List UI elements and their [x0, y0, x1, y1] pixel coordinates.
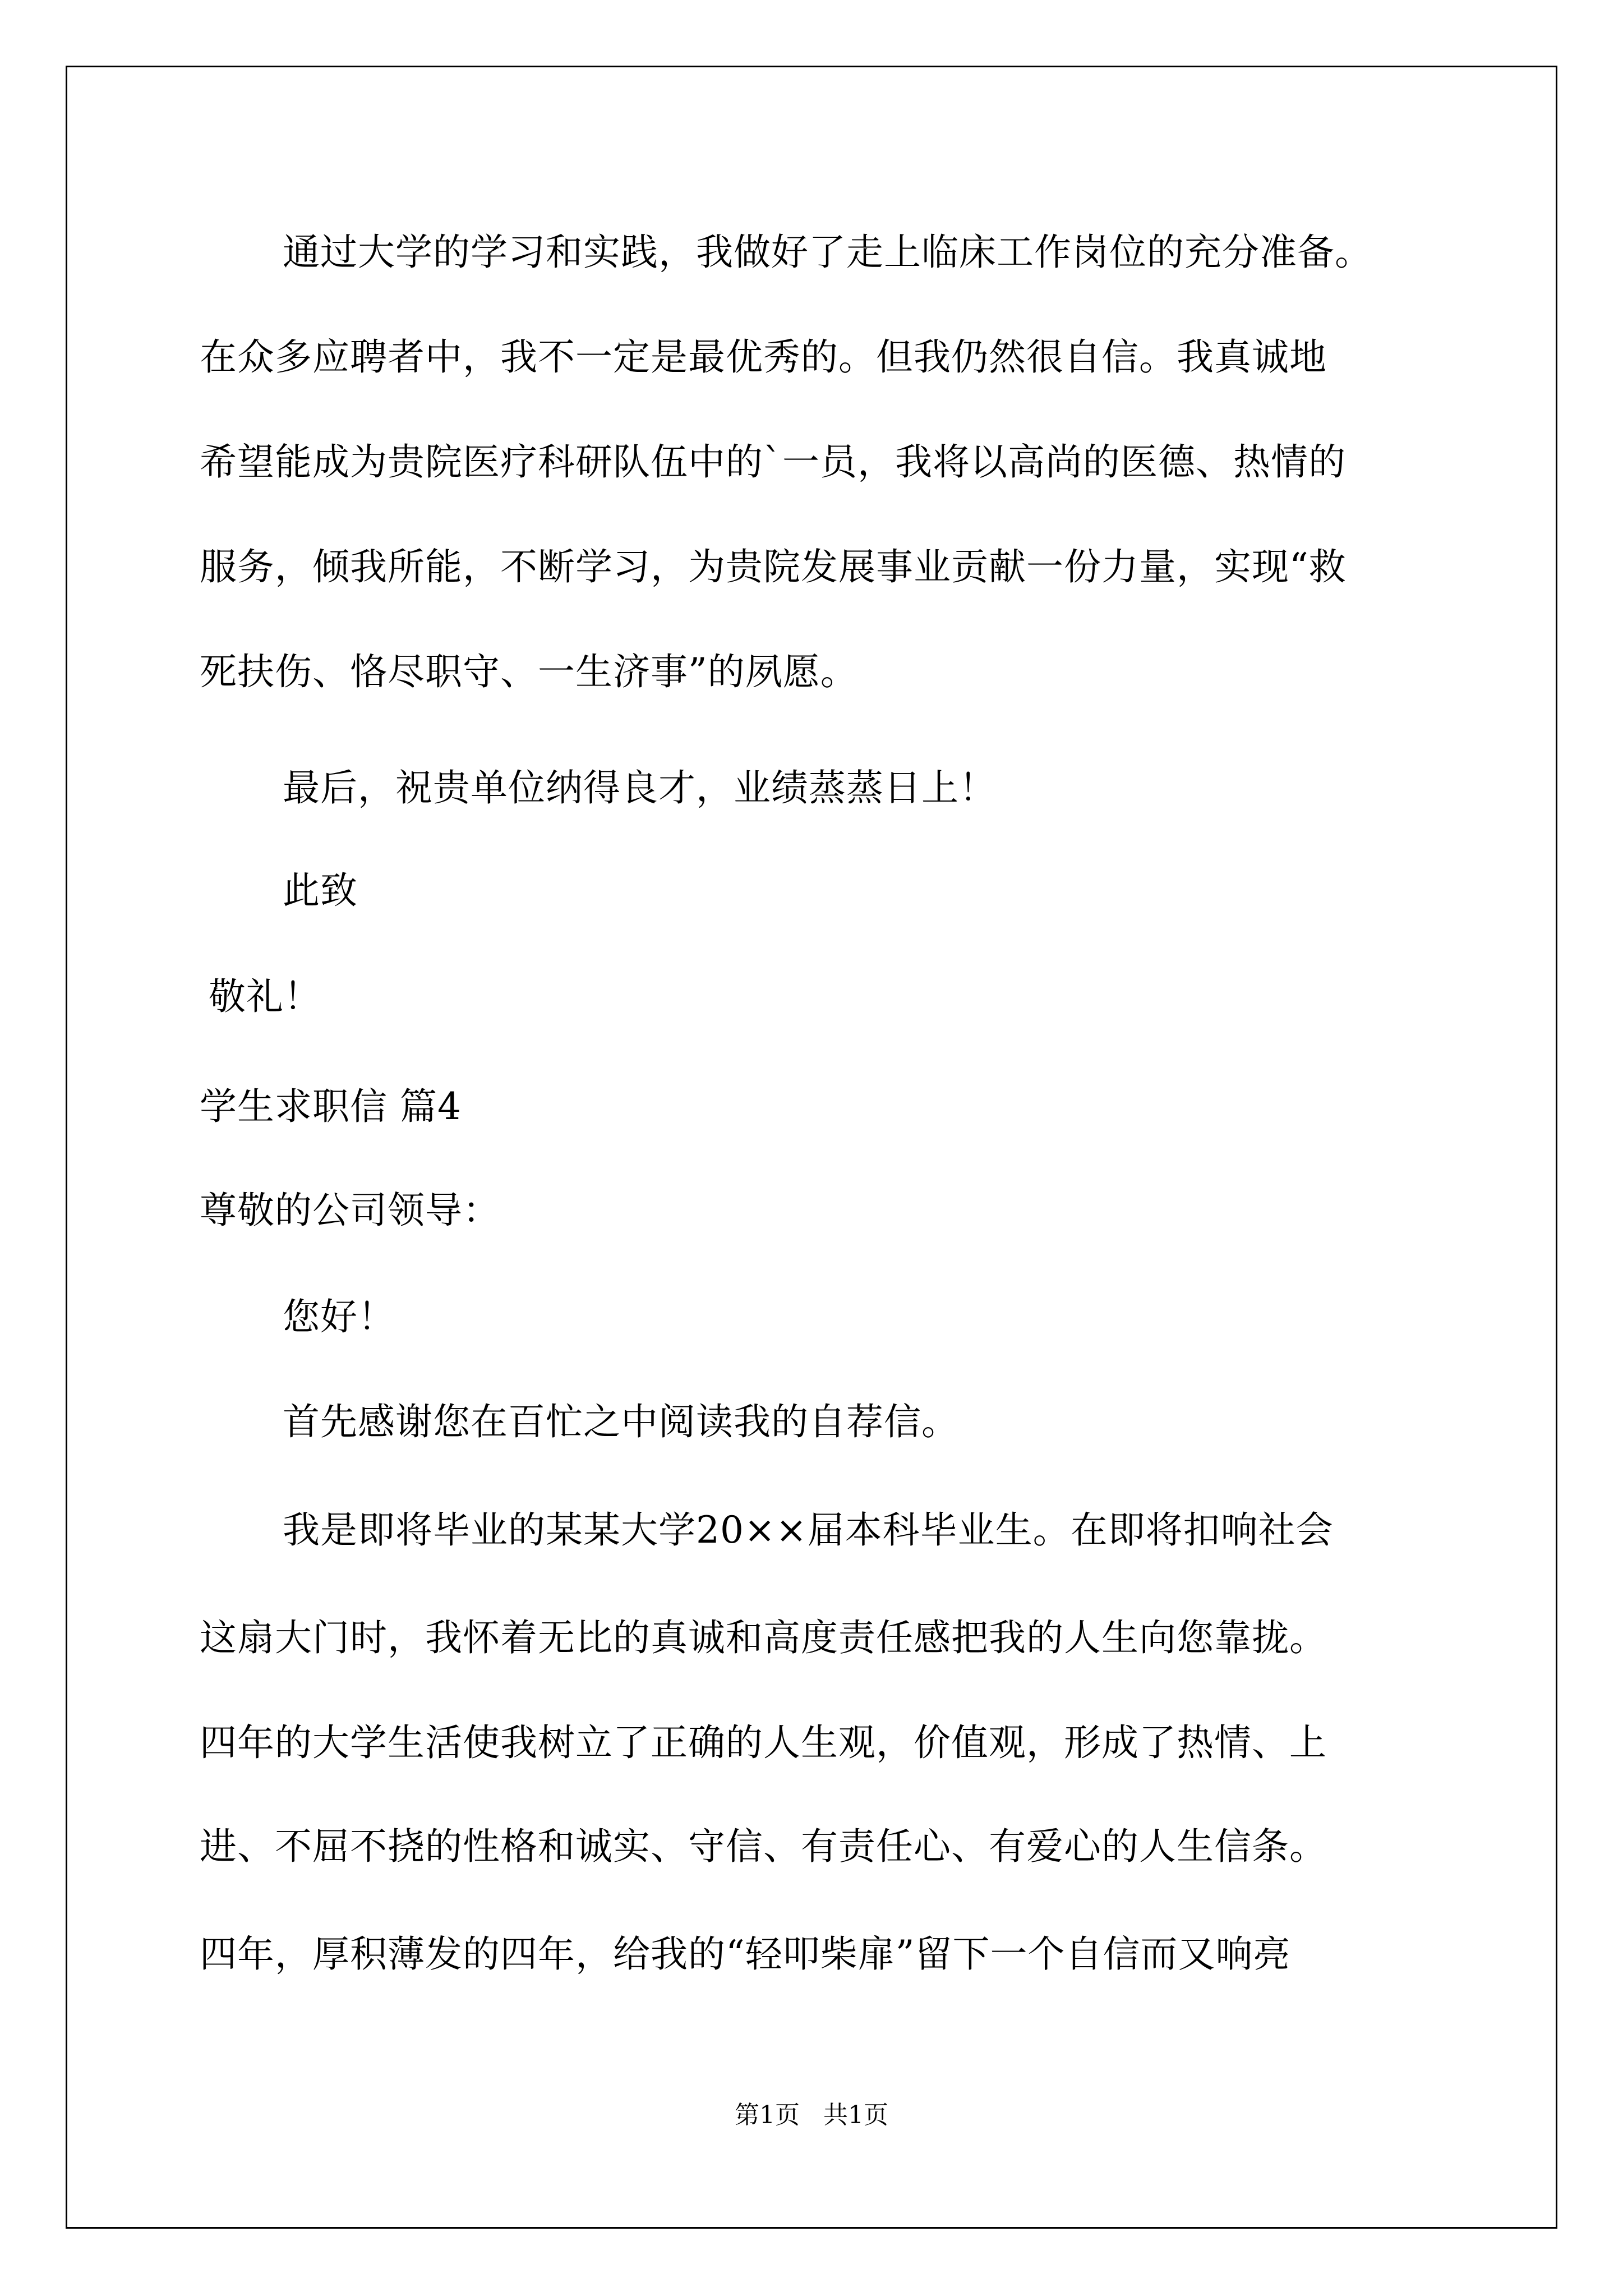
page-footer: 第1页 共1页 [735, 2101, 888, 2129]
paragraph-line: 四年，厚积薄发的四年，给我的“轻叩柴扉”留下一个自信而又响亮 [200, 1932, 1291, 1976]
paragraph-line: 通过大学的学习和实践，我做好了走上临床工作岗位的充分准备。 [283, 231, 1372, 274]
paragraph-line: 最后，祝贵单位纳得良才，业绩蒸蒸日上！ [283, 766, 997, 809]
paragraph-line: 四年的大学生活使我树立了正确的人生观，价值观，形成了热情、上 [200, 1721, 1327, 1764]
paragraph-line: 死扶伤、恪尽职守、一生济事”的夙愿。 [200, 650, 858, 693]
paragraph-line: 在众多应聘者中，我不一定是最优秀的。但我仍然很自信。我真诚地 [200, 335, 1327, 379]
greeting-line: 您好！ [283, 1295, 395, 1338]
paragraph-line: 服务，倾我所能，不断学习，为贵院发展事业贡献一份力量，实现“救 [200, 545, 1347, 588]
closing-salutation: 此致 [283, 869, 358, 912]
paragraph-line: 希望能成为贵院医疗科研队伍中的`一员，我将以高尚的医德、热情的 [200, 440, 1346, 484]
paragraph-line: 进、不屈不挠的性格和诚实、守信、有责任心、有爱心的人生信条。 [200, 1825, 1327, 1868]
page-border [66, 66, 1557, 2229]
paragraph-line: 这扇大门时，我怀着无比的真诚和高度责任感把我的人生向您靠拢。 [200, 1616, 1327, 1659]
paragraph-line: 首先感谢您在百忙之中阅读我的自荐信。 [283, 1400, 959, 1443]
section-heading: 学生求职信 篇4 [200, 1085, 462, 1128]
closing-greeting: 敬礼！ [209, 975, 321, 1018]
addressee-line: 尊敬的公司领导： [200, 1189, 500, 1232]
paragraph-line: 我是即将毕业的某某大学20××届本科毕业生。在即将扣响社会 [283, 1508, 1334, 1552]
